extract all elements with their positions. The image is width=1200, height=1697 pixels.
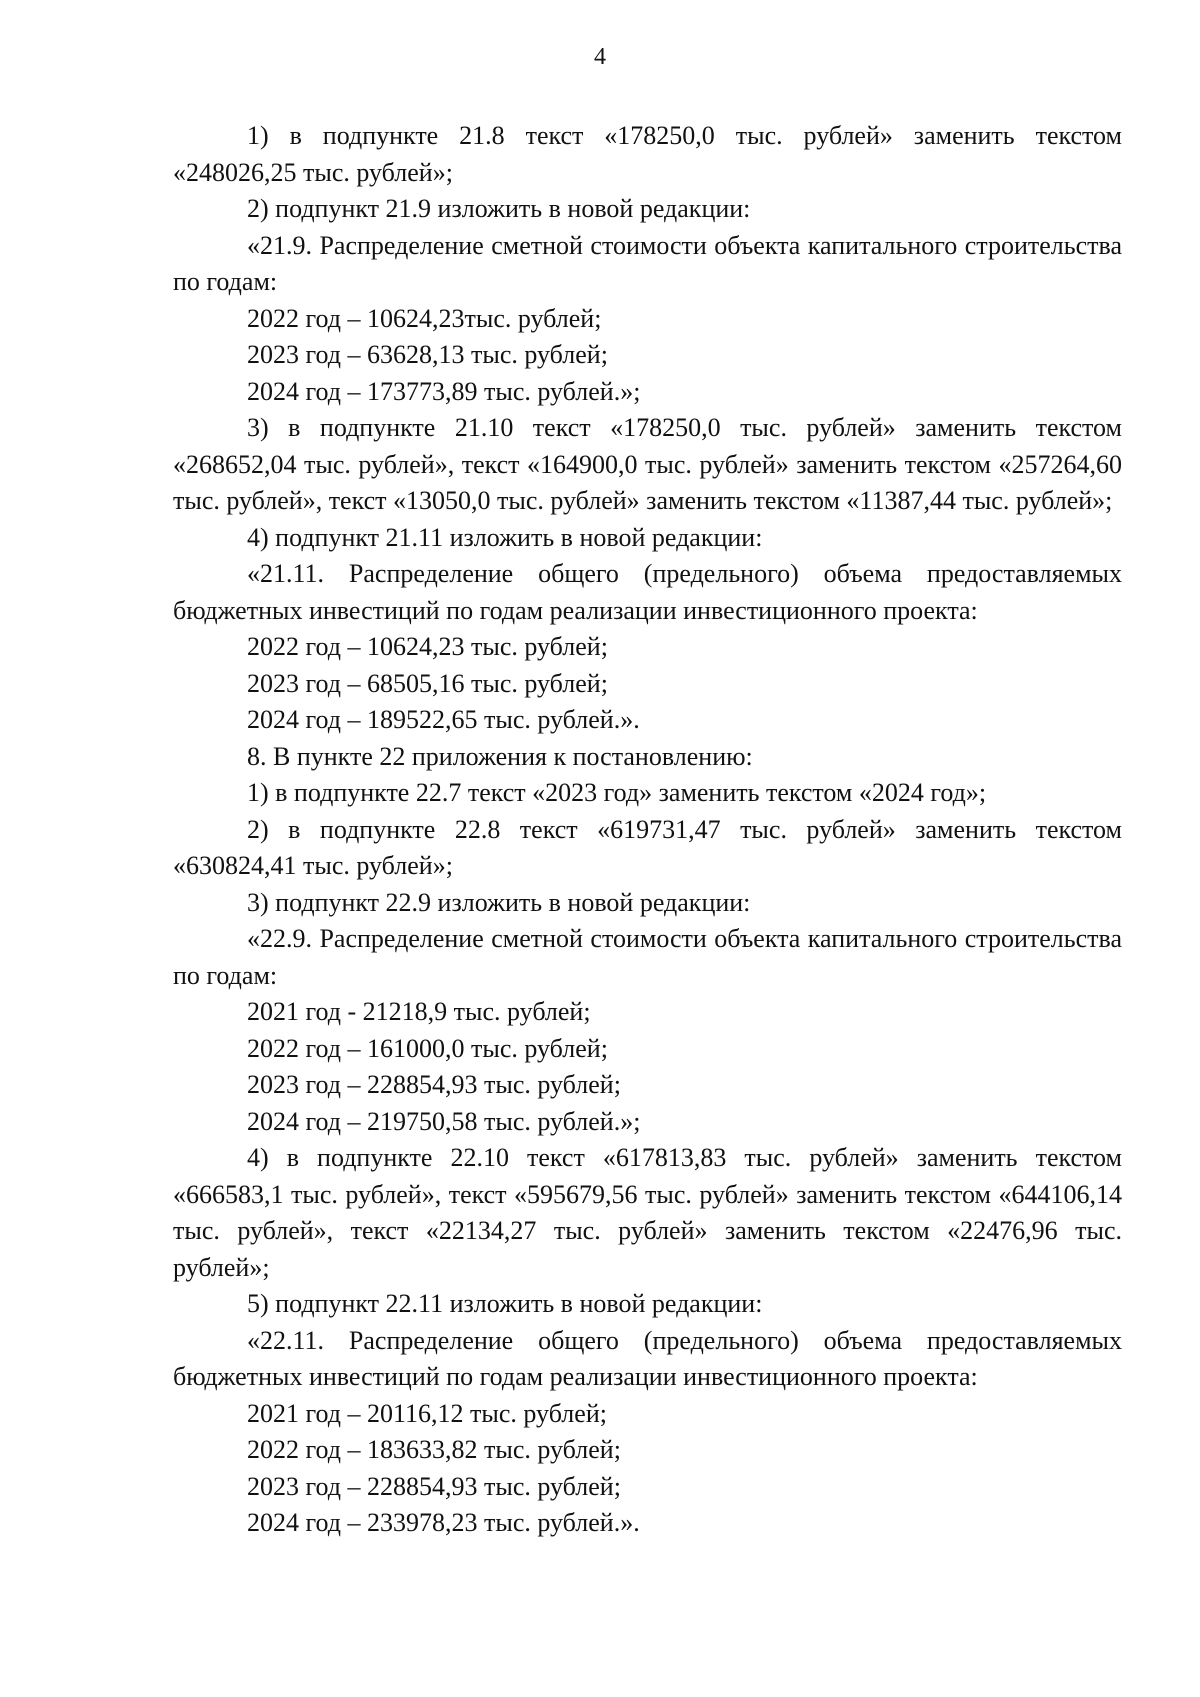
paragraph-21-11-text: «21.11. Распределение общего (предельного) объема предоставляемых бюджетных инвестиций по годам реализации инвестиционного проекта: bbox=[173, 559, 1122, 625]
list-item: 2023 год – 228854,93 тыс. рублей; bbox=[247, 1471, 621, 1501]
paragraph-22-7: 1) в подпункте 22.7 текст «2023 год» заменить текстом «2024 год»; bbox=[247, 778, 987, 807]
list-item: 2021 год – 20116,12 тыс. рублей; bbox=[247, 1398, 607, 1428]
paragraph-22-9-intro: 3) подпункт 22.9 изложить в новой редакции: bbox=[247, 887, 751, 917]
paragraph-22-8: 2) в подпункте 22.8 текст «619731,47 тыс. рублей» заменить текстом «630824,41 тыс. рублей»; bbox=[173, 814, 1122, 880]
list-item: 2023 год – 68505,16 тыс. рублей; bbox=[247, 668, 608, 698]
paragraph-21-8: 1) в подпункте 21.8 текст «178250,0 тыс. рублей» заменить текстом «248026,25 тыс. рублей»; bbox=[173, 121, 1122, 187]
page-number: 4 bbox=[594, 44, 606, 70]
paragraph-22-9-text: «22.9. Распределение сметной стоимости объекта капитального строительства по годам: bbox=[173, 924, 1122, 990]
section-heading-8: 8. В пункте 22 приложения к постановлению: bbox=[247, 741, 753, 771]
list-item: 2022 год – 10624,23 тыс. рублей; bbox=[247, 632, 608, 661]
paragraph-22-11-intro: 5) подпункт 22.11 изложить в новой редакции: bbox=[247, 1289, 763, 1318]
paragraph-21-11-intro: 4) подпункт 21.11 изложить в новой редакции: bbox=[247, 522, 763, 552]
list-item: 2024 год – 219750,58 тыс. рублей.»; bbox=[247, 1106, 641, 1136]
list-item: 2023 год – 63628,13 тыс. рублей; bbox=[247, 340, 608, 369]
paragraph-21-10: 3) в подпункте 21.10 текст «178250,0 тыс. рублей» заменить текстом «268652,04 тыс. рублей», текст «164900,0 тыс. рублей» заменить текстом «257264,60 тыс. рублей», текст «13050,0 тыс. рублей» заменить текстом «11387,44 тыс. рублей»; bbox=[173, 413, 1122, 515]
list-item: 2022 год – 10624,23тыс. рублей; bbox=[247, 303, 602, 333]
paragraph-22-11-text: «22.11. Распределение общего (предельного) объема предоставляемых бюджетных инвестиций по годам реализации инвестиционного проекта: bbox=[173, 1325, 1122, 1391]
paragraph-21-9-text: «21.9. Распределение сметной стоимости объекта капитального строительства по годам: bbox=[173, 230, 1122, 296]
list-item: 2022 год – 161000,0 тыс. рублей; bbox=[247, 1033, 608, 1063]
list-item: 2024 год – 233978,23 тыс. рублей.». bbox=[247, 1508, 640, 1537]
list-item: 2024 год – 173773,89 тыс. рублей.»; bbox=[247, 376, 641, 406]
paragraph-22-10: 4) в подпункте 22.10 текст «617813,83 тыс. рублей» заменить текстом «666583,1 тыс. рублей», текст «595679,56 тыс. рублей» заменить текстом «644106,14 тыс. рублей», текст «22134,27 тыс. рублей» заменить текстом «22476,96 тыс. рублей»; bbox=[173, 1143, 1122, 1282]
list-item: 2023 год – 228854,93 тыс. рублей; bbox=[247, 1070, 621, 1099]
paragraph-21-9-intro: 2) подпункт 21.9 изложить в новой редакции: bbox=[247, 194, 751, 223]
list-item: 2022 год – 183633,82 тыс. рублей; bbox=[247, 1435, 621, 1464]
list-item: 2021 год - 21218,9 тыс. рублей; bbox=[247, 997, 591, 1026]
list-item: 2024 год – 189522,65 тыс. рублей.». bbox=[247, 705, 640, 734]
document-body bbox=[173, 118, 1122, 1542]
